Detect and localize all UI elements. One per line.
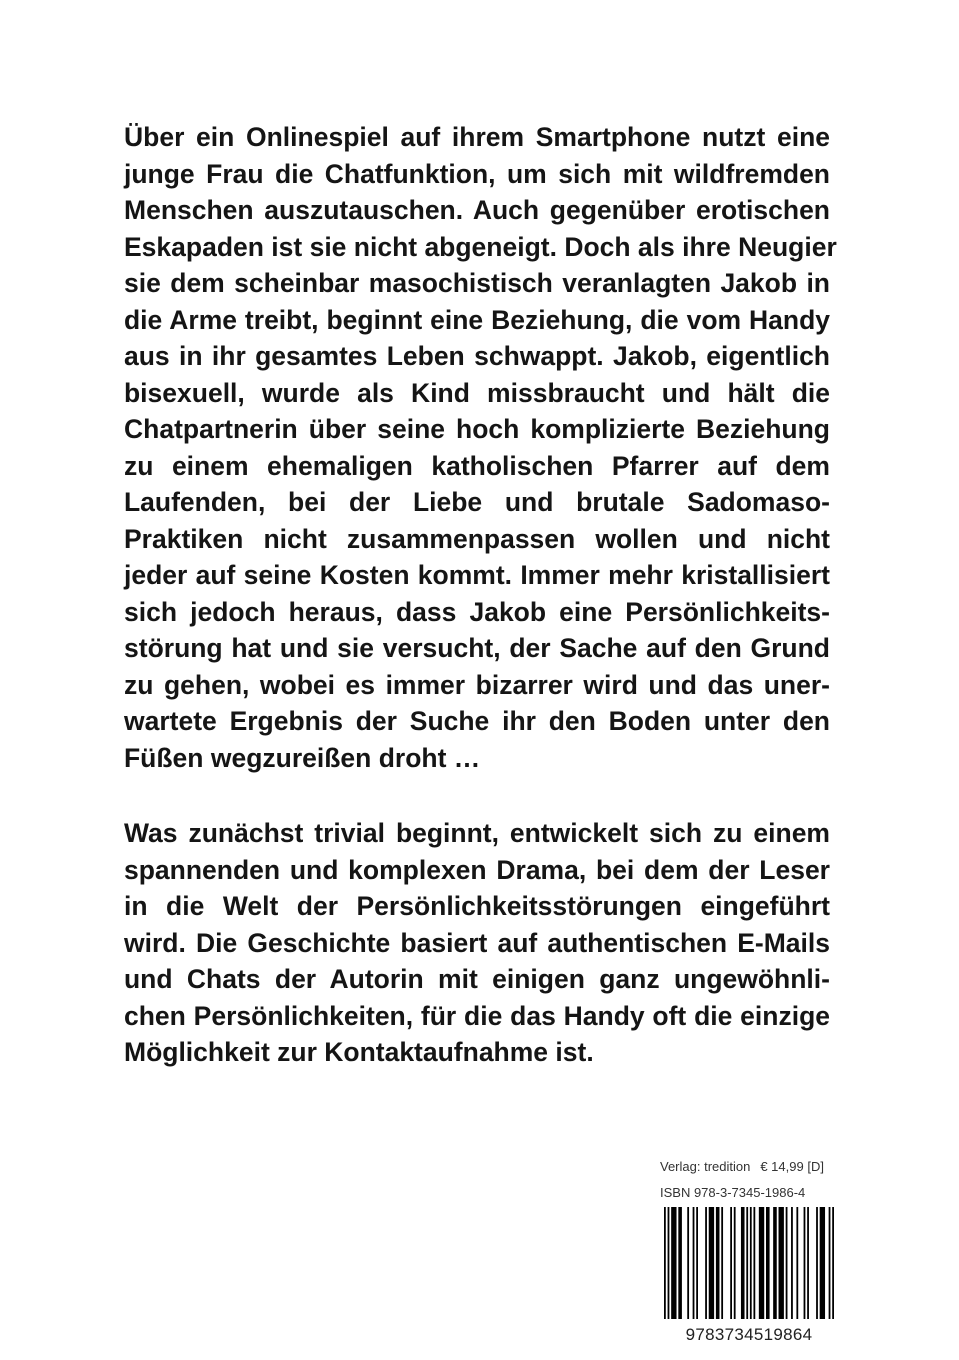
blurb-line: in die Welt der Persönlichkeitsstörungen eingeführt [124, 891, 830, 921]
blurb-line: sie dem scheinbar masochistisch veranlagten Jakob in [124, 268, 830, 298]
barcode-bar [779, 1207, 784, 1319]
barcode-bar [730, 1207, 732, 1319]
blurb-line: störung hat und sie versucht, der Sache auf den Grund [124, 633, 830, 663]
blurb-line: Laufenden, bei der Liebe und brutale Sadomaso- [124, 487, 830, 517]
barcode-bar [750, 1207, 752, 1319]
barcode-bar [759, 1207, 764, 1319]
blurb-line: wird. Die Geschichte basiert auf authentischen E-Mails [124, 927, 830, 958]
barcode-bar [816, 1207, 818, 1319]
barcode-bar [721, 1207, 723, 1319]
blurb-line: Was zunächst trivial beginnt, entwickelt sich zu einem [124, 818, 830, 848]
blurb-line: jeder auf seine Kosten kommt. Immer mehr kristallisiert [124, 560, 830, 590]
barcode-digits: 9783734519864 [685, 1325, 813, 1344]
barcode-bar [746, 1207, 748, 1319]
blurb-line: Menschen auszutauschen. Auch gegenüber erotischen [124, 195, 830, 225]
barcode-bar [741, 1207, 745, 1319]
barcode-bar [829, 1207, 831, 1319]
blurb-line: Möglichkeit zur Kontaktaufnahme ist. [124, 1037, 594, 1067]
blurb-line: junge Frau die Chatfunktion, um sich mit wildfremden [124, 158, 830, 189]
blurb-line: sich jedoch heraus, dass Jakob eine Persönlichkeits- [124, 596, 830, 627]
barcode-bar [668, 1207, 670, 1319]
barcode-bars [664, 1207, 834, 1319]
blurb-line: Chatpartnerin über seine hoch komplizierte Beziehung [124, 414, 830, 444]
barcode-bar [753, 1207, 755, 1319]
blurb-line: die Arme treibt, beginnt eine Beziehung, die vom Handy [124, 304, 830, 335]
barcode-bar [786, 1207, 788, 1319]
blurb-line: chen Persönlichkeiten, für die das Handy oft die einzige [124, 1000, 830, 1031]
blurb-line: und Chats der Autorin mit einigen ganz ungewöhnli- [124, 964, 830, 994]
barcode [664, 1207, 834, 1344]
barcode-bar [696, 1207, 698, 1319]
barcode-bar [705, 1207, 707, 1319]
barcode-bar [832, 1207, 834, 1319]
blurb-line: Eskapaden ist sie nicht abgeneigt. Doch als ihre Neugier [124, 231, 837, 262]
barcode-bar [709, 1207, 714, 1319]
publisher-label: Verlag: tredition [660, 1159, 751, 1174]
blurb-line: zu gehen, wobei es immer bizarrer wird und das uner- [124, 669, 830, 700]
blurb-line: zu einem ehemaligen katholischen Pfarrer auf dem [124, 450, 830, 481]
blurb-line: Über ein Onlinespiel auf ihrem Smartphone nutzt eine [124, 122, 830, 152]
barcode-bar [766, 1207, 770, 1319]
barcode-bar [820, 1207, 825, 1319]
price-label: € 14,99 [D] [760, 1159, 824, 1174]
blurb-paragraph-1 [124, 119, 837, 776]
barcode-bar [796, 1207, 798, 1319]
barcode-bar [671, 1207, 676, 1319]
blurb-line: wartete Ergebnis der Suche ihr den Boden unter den [124, 706, 830, 736]
blurb-paragraph-2 [124, 815, 830, 1071]
barcode-bar [791, 1207, 793, 1319]
barcode-bar [807, 1207, 809, 1319]
barcode-bar [678, 1207, 682, 1319]
barcode-bar [734, 1207, 736, 1319]
isbn-label: ISBN 978-3-7345-1986-4 [660, 1185, 806, 1200]
blurb-line: Füßen wegzureißen droht … [124, 742, 481, 773]
blurb-line: bisexuell, wurde als Kind missbraucht und hält die [124, 377, 830, 408]
blurb-line: aus in ihr gesamtes Leben schwappt. Jakob, eigentlich [124, 341, 830, 371]
barcode-bar [804, 1207, 806, 1319]
barcode-bar [716, 1207, 720, 1319]
barcode-bar [773, 1207, 777, 1319]
barcode-bar [664, 1207, 666, 1319]
publisher-price-line [660, 1159, 832, 1174]
barcode-bar [693, 1207, 695, 1319]
blurb-line: Praktiken nicht zusammenpassen wollen und nicht [124, 523, 830, 554]
blurb-line: spannenden und komplexen Drama, bei dem der Leser [124, 854, 830, 885]
barcode-bar [687, 1207, 689, 1319]
